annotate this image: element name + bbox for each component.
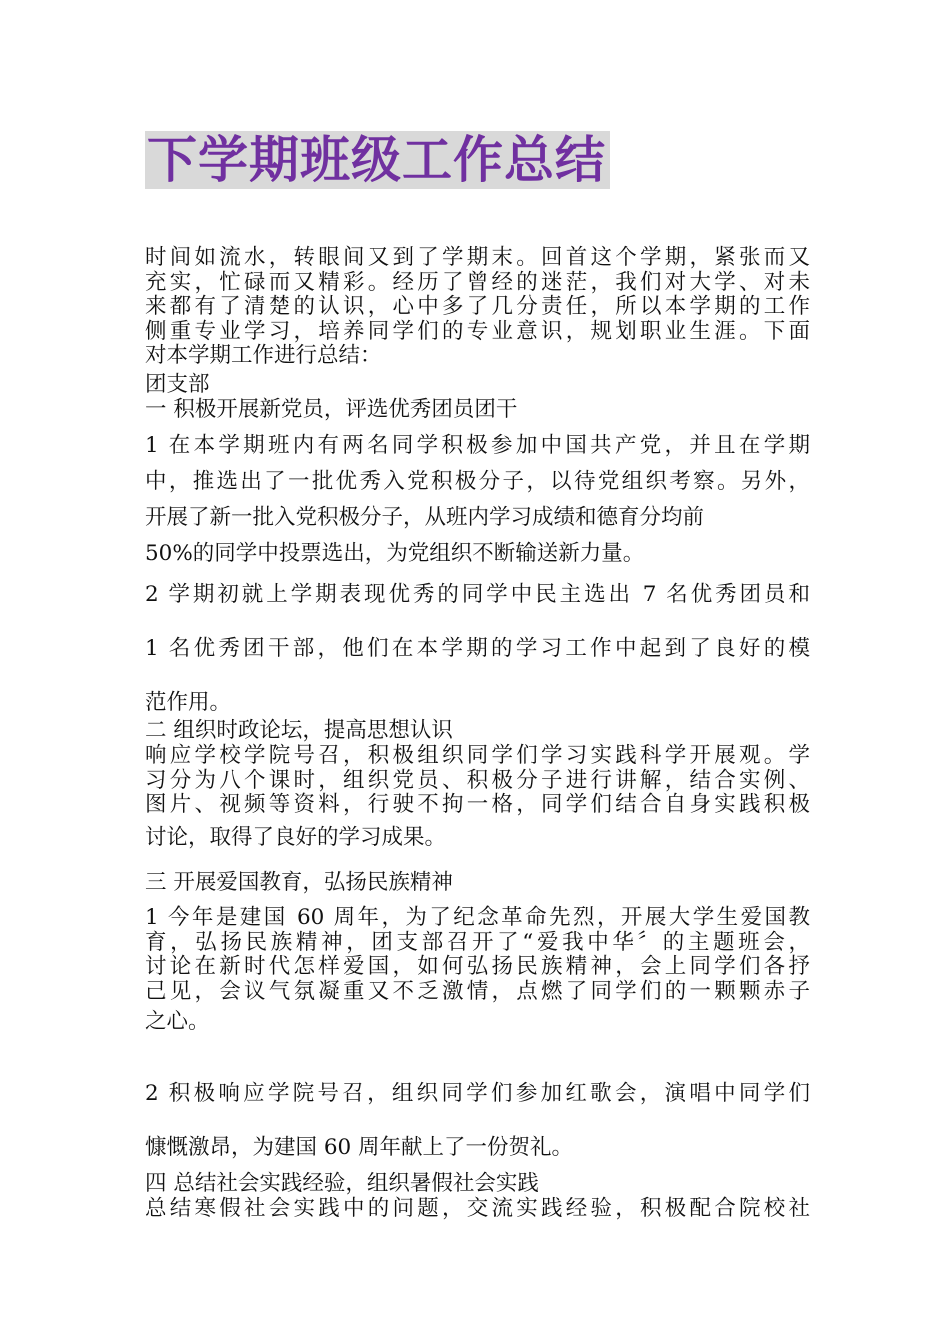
paragraph-line: 1 在本学期班内有两名同学积极参加中国共产党，并且在学期 (145, 433, 810, 458)
section-heading-3: 三 开展爱国教育，弘扬民族精神 (145, 870, 453, 895)
paragraph-1 (145, 428, 810, 572)
paragraph-4 (145, 906, 810, 1040)
paragraph-5 (145, 1067, 810, 1175)
section-group-label: 团支部 (145, 372, 210, 397)
paragraph-line: 2 学期初就上学期表现优秀的同学中民主选出 7 名优秀团员和 (145, 582, 810, 607)
paragraph-line: 己见，会议气氛凝重又不乏激情，点燃了同学们的一颗颗赤子 (145, 978, 810, 1004)
paragraph-2 (145, 568, 810, 730)
paragraph-line: 范作用。 (145, 690, 232, 715)
paragraph-line: 充实，忙碌而又精彩。经历了曾经的迷茫，我们对大学、对未 (145, 269, 810, 295)
paragraph-line: 2 积极响应学院号召，组织同学们参加红歌会，演唱中同学们 (145, 1081, 810, 1106)
section-heading-4: 四 总结社会实践经验，组织暑假社会实践 (145, 1171, 539, 1196)
paragraph-line: 慷慨激昂，为建国 60 周年献上了一份贺礼。 (145, 1135, 574, 1160)
paragraph-line: 图片、视频等资料，行驶不拘一格，同学们结合自身实践积极 (145, 792, 810, 817)
paragraph-line: 50%的同学中投票选出，为党组织不断输送新力量。 (145, 541, 645, 566)
paragraph-line: 响应学校学院号召，积极组织同学们学习实践科学开展观。学 (145, 743, 810, 768)
section-heading-1: 一 积极开展新党员，评选优秀团员团干 (145, 397, 518, 422)
paragraph-3 (145, 744, 810, 858)
document-title: 下学期班级工作总结 (145, 131, 610, 189)
section-heading-2: 二 组织时政论坛，提高思想认识 (145, 718, 453, 743)
paragraph-line: 1 名优秀团干部，他们在本学期的学习工作中起到了良好的模 (145, 636, 810, 661)
paragraph-line: 总结寒假社会实践中的问题，交流实践经验，积极配合院校社 (145, 1196, 810, 1221)
paragraph-line: 之心。 (145, 1009, 210, 1034)
intro-paragraph (145, 246, 810, 369)
paragraph-line: 育，弘扬民族精神，团支部召开了“爱我中华〞的主题班会， (145, 929, 810, 955)
paragraph-line: 时间如流水，转眼间又到了学期末。回首这个学期，紧张而又 (145, 245, 810, 270)
paragraph-6 (145, 1197, 810, 1222)
paragraph-line: 习分为八个课时，组织党员、积极分子进行讲解，结合实例、 (145, 767, 810, 793)
paragraph-line: 1 今年是建国 60 周年，为了纪念革命先烈，开展大学生爱国教 (145, 905, 810, 930)
paragraph-line: 中，推选出了一批优秀入党积极分子，以待党组织考察。另外， (145, 469, 810, 494)
paragraph-line: 对本学期工作进行总结： (145, 343, 382, 368)
paragraph-line: 来都有了清楚的认识，心中多了几分责任，所以本学期的工作 (145, 294, 810, 319)
paragraph-line: 侧重专业学习，培养同学们的专业意识，规划职业生涯。下面 (145, 318, 810, 344)
paragraph-line: 讨论在新时代怎样爱国，如何弘扬民族精神，会上同学们各抒 (145, 954, 810, 979)
paragraph-line: 开展了新一批入党积极分子，从班内学习成绩和德育分均前 (145, 505, 705, 530)
paragraph-line: 讨论，取得了良好的学习成果。 (145, 824, 447, 850)
